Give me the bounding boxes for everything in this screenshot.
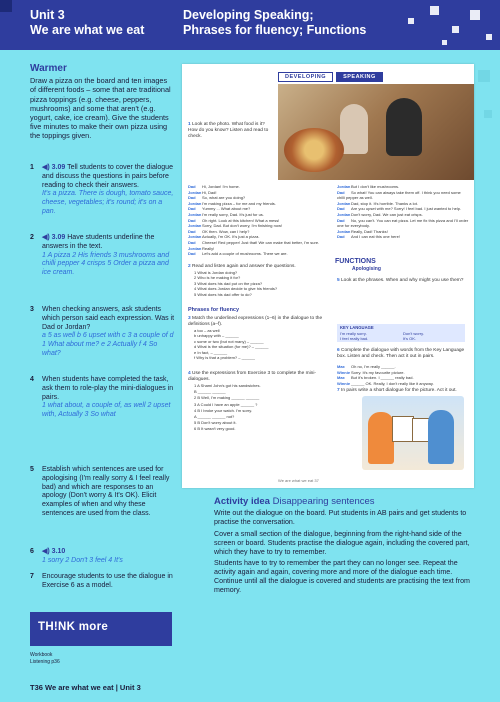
exercise-5: 5 Look at the phrases. When and why might you use them? bbox=[337, 278, 464, 283]
ex7-text: In pairs write a short dialogue for the picture. Act it out. bbox=[341, 388, 457, 393]
step-number: 7 bbox=[30, 573, 34, 580]
step-6 bbox=[30, 548, 175, 566]
page-footer: We are what we eat 37 bbox=[278, 478, 319, 483]
page-tabs bbox=[278, 72, 383, 82]
lesson-title bbox=[183, 8, 366, 38]
audio-track: 3.09 bbox=[51, 164, 66, 171]
think-more-box bbox=[30, 612, 172, 646]
exercise-7: 7 In pairs write a short dialogue for the picture. Act it out. bbox=[337, 388, 457, 393]
student-book-page bbox=[182, 64, 474, 488]
decor-square bbox=[484, 110, 492, 118]
unit-title bbox=[30, 8, 144, 38]
key-item: Don't worry. bbox=[403, 331, 424, 336]
step-text: Establish which sentences are used for apologising (I'm really sorry & I feel really bad) and which are responses to an apology (Don't worry & It's OK). Elicit examples of when and why these sentences are used from the class. bbox=[42, 466, 170, 517]
key-item: I feel really bad. bbox=[340, 336, 369, 341]
person-figure bbox=[340, 104, 368, 154]
step-1 bbox=[30, 164, 175, 217]
decor-square bbox=[478, 70, 490, 82]
step-5 bbox=[30, 466, 175, 519]
step-answer: a 5 as well b 6 upset with c 3 a couple of d 1 What about me? e 2 Actually f 4 So what? bbox=[42, 332, 174, 357]
ex6-text: Complete the dialogue with words from the Key Language box. Listen and check. Then act it out in pairs. bbox=[337, 348, 465, 359]
lesson-line-2: Phrases for fluency; Functions bbox=[183, 23, 367, 37]
exercise-1: 1 Look at the photo. What food is it? How do you know? Listen and read to check. bbox=[188, 122, 269, 139]
decor-square bbox=[452, 26, 459, 33]
decor-square bbox=[408, 18, 414, 24]
header-corner bbox=[0, 0, 12, 12]
step-text: When checking answers, ask students which person said each expression. Was it Dad or Jordan? bbox=[42, 306, 175, 331]
step-number: 3 bbox=[30, 306, 34, 313]
ex5-text: Look at the phrases. When and why might you use them? bbox=[341, 278, 464, 283]
child-figure bbox=[368, 412, 394, 464]
ex1-text: Look at the photo. What food is it? How do you know? Listen and read to check. bbox=[188, 122, 269, 139]
children-painting-illustration bbox=[362, 396, 464, 470]
step-2 bbox=[30, 234, 175, 278]
step-text: When students have completed the task, ask them to role-play the mini-dialogues in pairs. bbox=[42, 376, 174, 401]
step-number: 5 bbox=[30, 466, 34, 473]
decor-square bbox=[430, 6, 439, 15]
activity-para: Students have to try to remember the part they can no longer see. Repeat the activity again and again, covering more and more of the dialogue each time. Continue until all the dialogue is covered and students are practising the text from memory. bbox=[214, 559, 470, 595]
warmer-text: Draw a pizza on the board and ten images of different foods – some that are traditional pizza toppings (e.g. cheese, peppers, mushrooms) and some that aren't (e.g. yogurt, cake, ice cream). Give the students five minutes to make their own pizza using the toppings given. bbox=[30, 76, 171, 141]
step-text: Encourage students to use the dialogue in Exercise 6 as a model. bbox=[42, 573, 173, 589]
step-text: Tell students to cover the dialogue and discuss the questions in pairs before reading to check their answers. bbox=[42, 164, 173, 189]
audio-track: 3.10 bbox=[51, 548, 66, 555]
exercise-3: 3 Match the underlined expressions (1–6) in the dialogue to the definitions (a–f). a too – as well b unhappy with – ______ c some or two (but not many) – ______ d What is the situation (for me)? – ______ e In fact, – ______ f Why is that a problem? – ______ bbox=[188, 316, 323, 361]
think-more-listening: Listening p36 bbox=[30, 659, 60, 665]
pizza-image bbox=[284, 128, 344, 172]
easel-icon bbox=[392, 416, 414, 442]
unit-number: Unit 3 bbox=[30, 8, 65, 22]
activity-label: Activity idea bbox=[214, 496, 270, 507]
lesson-line-1: Developing Speaking; bbox=[183, 8, 314, 22]
unit-name: We are what we eat bbox=[30, 23, 145, 37]
activity-para: Cover a small section of the dialogue, beginning from the right-hand side of the screen or board. Students practise the dialogue again, including the covered part, which they have to try to remember. bbox=[214, 529, 470, 556]
step-3 bbox=[30, 306, 175, 359]
decor-square bbox=[470, 10, 480, 20]
activity-idea bbox=[214, 498, 472, 598]
step-number: 4 bbox=[30, 376, 34, 383]
audio-icon[interactable]: ◀) bbox=[42, 164, 50, 171]
step-number: 2 bbox=[30, 234, 34, 241]
decor-square bbox=[442, 40, 447, 45]
tab-developing: DEVELOPING bbox=[278, 72, 333, 82]
activity-title: Disappearing sentences bbox=[272, 496, 375, 507]
decor-square bbox=[486, 34, 492, 40]
warmer-title: Warmer bbox=[30, 63, 67, 74]
step-answer: 1 what about, a couple of, as well 2 upset with, Actually 3 So what bbox=[42, 402, 171, 419]
activity-para: Write out the dialogue on the board. Put students in AB pairs and get students to practise the conversation. bbox=[214, 508, 467, 526]
functions-subtitle: Apologising bbox=[352, 266, 381, 272]
child-figure bbox=[428, 410, 454, 464]
step-answer: It's a pizza. There is dough, tomato sauce, cheese, vegetables; it's round; it's on a pan. bbox=[42, 190, 174, 215]
dialogue-left: Dad Hi, Jordan! I'm home. JordanHi, Dad! Dad So, what are you doing? JordanI'm making pizza – for me and my friends. Dad Yummy ... What about me? JordanI'm really sorry, Dad. It's just for us. Dad Oh right. Look at this kitchen! What a mess! JordanSorry, Dad. But don't worry, I'm finishing now! Dad OK then. Wow, can I help? JordanActually, I'm OK. It's just a pizza. Dad Cheese! Red pepper! Just that! We can make that better, I'm sure. JordanReally! Dad Let's add a couple of mushrooms. There we are. bbox=[188, 184, 320, 257]
tab-speaking: SPEAKING bbox=[336, 72, 383, 82]
audio-icon[interactable]: ◀) bbox=[42, 548, 50, 555]
functions-title: FUNCTIONS bbox=[335, 258, 376, 265]
key-item: It's OK. bbox=[403, 336, 416, 341]
think-more-title: TH!NK more bbox=[38, 621, 109, 633]
key-language-heading: KEY LANGUAGE bbox=[340, 325, 374, 330]
step-text: Have students underline the answers in the text. bbox=[42, 234, 155, 250]
dialogue-right: JordanBut I don't like mushrooms. Dad So what! You can always take them off. I think you need some chilli pepper as well. JordanDad, stop it. It's horrible. Thanks a lot. Dad Are you upset with me? Sorry! I feel bad. I just wanted to help. JordanDon't worry, Dad. We can just eat crisps. Dad No, you can't. You can eat pizza. Let me fix this pizza and I'll order one for everybody. JordanReally, Dad! Thanks! Dad And I can eat this one here! bbox=[337, 184, 469, 240]
step-7 bbox=[30, 573, 175, 591]
exercise-6: 6 Complete the dialogue with words from the Key Language box. Listen and check. Then act it out in pairs. bbox=[337, 348, 465, 359]
page-footer-teacher: T36 We are what we eat | Unit 3 bbox=[30, 683, 141, 692]
step-number: 1 bbox=[30, 164, 34, 171]
pizza-photo bbox=[278, 84, 474, 180]
ex2-text: Read and listen again and answer the questions. bbox=[192, 264, 296, 269]
header-bar bbox=[0, 0, 500, 50]
audio-track: 3.09 bbox=[51, 234, 66, 241]
step-number: 6 bbox=[30, 548, 34, 555]
ex3-text: Match the underlined expressions (1–6) in the dialogue to the definitions (a–f). bbox=[188, 316, 323, 327]
phrases-title: Phrases for fluency bbox=[188, 307, 240, 313]
think-more-workbook: Workbook bbox=[30, 652, 53, 658]
person-figure bbox=[386, 98, 422, 156]
key-item: I'm really sorry. bbox=[340, 331, 367, 336]
audio-icon[interactable]: ◀) bbox=[42, 234, 50, 241]
ex4-text: Use the expressions from Exercise 3 to complete the mini-dialogues. bbox=[188, 371, 316, 382]
exercise-6-dialogue: Max Oh no, I'm really ______. WinnieSorry. It's my favourite picture. Max But it's broken. I ______ really bad. Winnie______ OK. Really, I don't really like it anyway. bbox=[337, 364, 434, 386]
key-language-box bbox=[337, 324, 465, 342]
step-answer: 1 sorry 2 Don't 3 feel 4 It's bbox=[42, 556, 123, 564]
activity-heading bbox=[214, 498, 472, 507]
exercise-2: 2 Read and listen again and answer the questions. 1 What is Jordan doing? 2 Who is he making it for? 3 What does his dad put on the pizza? 4 What does Jordan decide to give his friends? 5 What does his dad offer to do? bbox=[188, 264, 296, 297]
exercise-4: 4 Use the expressions from Exercise 3 to complete the mini-dialogues. 1 A Shami John's got his sandwiches. B ______ ______ 2 B Well, I'm making ______ ______ 3 A Could I have an apple ______ ? 4 B I broke your watch. I'm sorry. A ______ ______ not? 5 B Don't worry about it. 6 B It wasn't very good. bbox=[188, 371, 316, 432]
step-4 bbox=[30, 376, 175, 420]
warmer-section bbox=[30, 64, 172, 141]
step-answer: 1 A pizza 2 His friends 3 mushrooms and chilli pepper 4 crisps 5 Order a pizza and ice cream. bbox=[42, 251, 170, 277]
